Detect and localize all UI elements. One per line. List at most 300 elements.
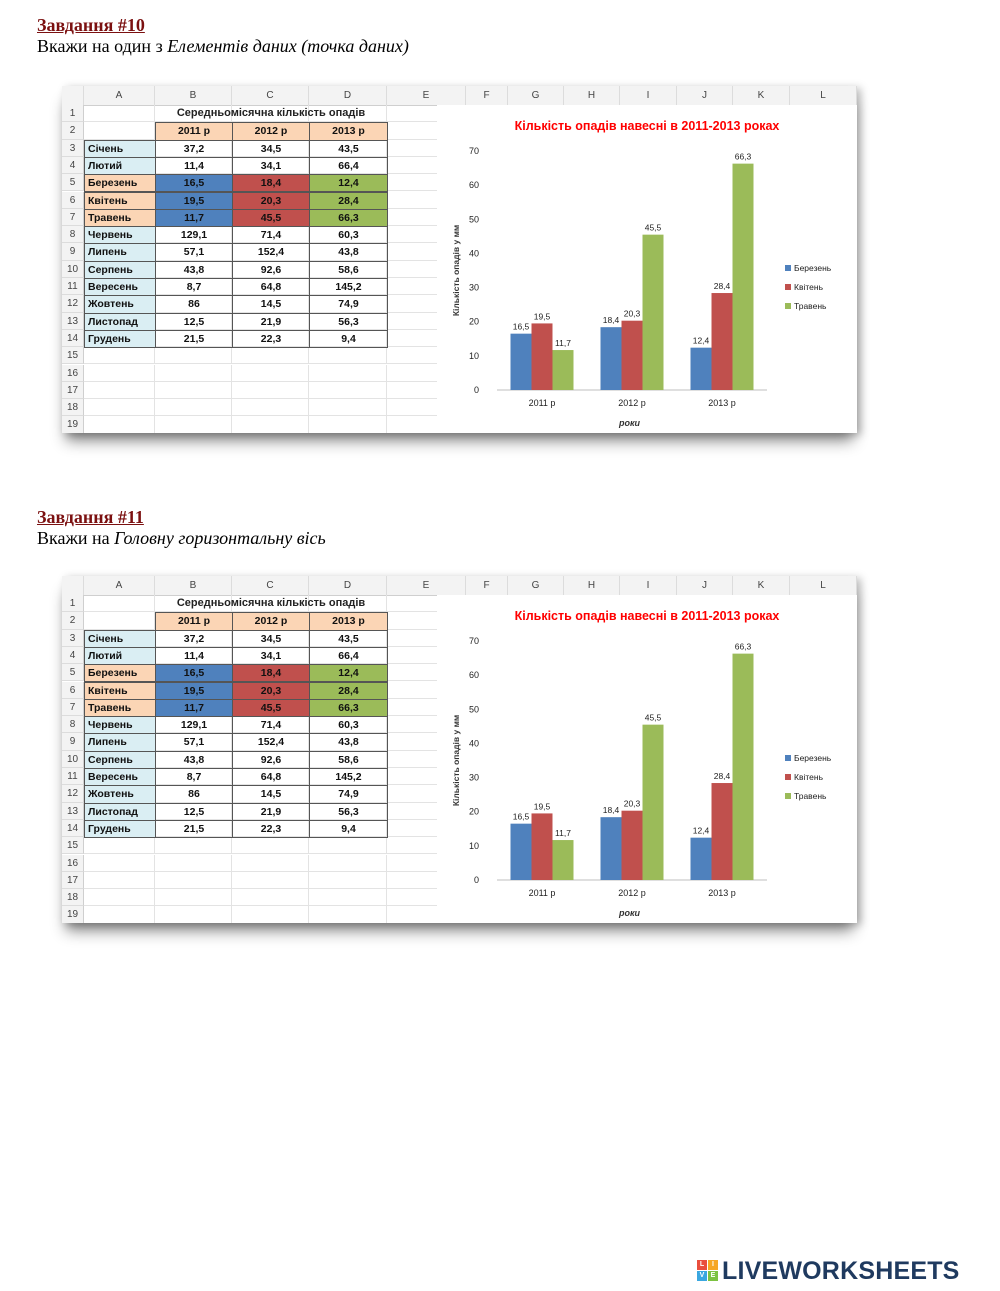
column-header: B: [155, 576, 232, 595]
spreadsheet-screenshot: [62, 576, 857, 923]
y-tick-label: 40: [468, 738, 479, 749]
value-cell: 58,6: [309, 751, 388, 769]
x-tick-label: 2012 р: [618, 888, 646, 898]
month-label: Жовтень: [84, 295, 156, 313]
task-11-header: [37, 507, 326, 549]
data-label: 45,5: [644, 222, 662, 233]
value-cell: 12,4: [309, 174, 388, 192]
row-header: 5: [62, 174, 84, 191]
month-label: Лютий: [84, 157, 156, 175]
row-header: 1: [62, 105, 84, 122]
value-cell: 37,2: [155, 630, 233, 648]
column-header: L: [790, 576, 857, 595]
legend-entry: Травень: [794, 791, 827, 801]
month-label: Липень: [84, 243, 156, 261]
value-cell: 43,8: [155, 261, 233, 279]
year-header: 2012 р: [232, 122, 310, 140]
data-label: 12,4: [692, 335, 710, 346]
grid-cell: [232, 416, 309, 433]
precipitation-chart: [437, 105, 857, 433]
value-cell: 19,5: [155, 682, 233, 700]
value-cell: 43,5: [309, 140, 388, 158]
month-label: Жовтень: [84, 785, 156, 803]
data-label: 66,3: [734, 641, 752, 652]
legend-swatch: [785, 774, 791, 780]
x-axis-label: роки: [618, 418, 641, 428]
value-cell: 22,3: [232, 330, 310, 348]
value-cell: 58,6: [309, 261, 388, 279]
bar-квітень: [712, 783, 733, 880]
month-label: Січень: [84, 630, 156, 648]
x-tick-label: 2013 р: [708, 888, 736, 898]
month-label: Грудень: [84, 820, 156, 838]
value-cell: 71,4: [232, 716, 310, 734]
row-header: 3: [62, 630, 84, 647]
row-header: 1: [62, 595, 84, 612]
data-label: 20,3: [623, 798, 641, 809]
bar-квітень: [622, 321, 643, 390]
value-cell: 28,4: [309, 192, 388, 210]
column-header: K: [733, 86, 790, 105]
row-header: 7: [62, 699, 84, 716]
grid-cell: [232, 365, 309, 382]
task-title: Завдання #11: [37, 507, 144, 527]
value-cell: 43,5: [309, 630, 388, 648]
value-cell: 64,8: [232, 278, 310, 296]
month-label: Травень: [84, 699, 156, 717]
data-label: 20,3: [623, 308, 641, 319]
column-header: L: [790, 86, 857, 105]
grid-cell: [155, 855, 232, 872]
column-header: A: [84, 86, 155, 105]
value-cell: 60,3: [309, 226, 388, 244]
value-cell: 19,5: [155, 192, 233, 210]
spreadsheet-screenshot: [62, 86, 857, 433]
row-header: 11: [62, 278, 84, 295]
grid-cell: [232, 837, 309, 854]
month-label: Червень: [84, 716, 156, 734]
column-header: E: [387, 576, 466, 595]
value-cell: 43,8: [155, 751, 233, 769]
grid-cell: [84, 837, 155, 854]
bar-квітень: [712, 293, 733, 390]
value-cell: 43,8: [309, 733, 388, 751]
column-header: K: [733, 576, 790, 595]
value-cell: 12,5: [155, 313, 233, 331]
x-tick-label: 2011 р: [528, 398, 556, 408]
table-title: Середньомісячна кількість опадів: [176, 107, 366, 119]
grid-cell: [84, 122, 155, 139]
value-cell: 12,4: [309, 664, 388, 682]
column-header: C: [232, 86, 309, 105]
grid-cell: [309, 872, 387, 889]
y-tick-label: 0: [473, 385, 479, 395]
chart-title: Кількість опадів навесні в 2011-2013 роках: [514, 119, 780, 133]
grid-cell: [84, 399, 155, 416]
value-cell: 129,1: [155, 716, 233, 734]
chart-title: Кількість опадів навесні в 2011-2013 роках: [514, 609, 780, 623]
grid-cell: [84, 347, 155, 364]
column-header-bar: [62, 576, 857, 596]
month-label: Вересень: [84, 278, 156, 296]
grid-cell: [84, 382, 155, 399]
chart-area: [437, 595, 857, 923]
row-header: 19: [62, 416, 84, 433]
data-label: 12,4: [692, 825, 710, 836]
month-label: Лютий: [84, 647, 156, 665]
legend-entry: Березень: [794, 263, 832, 273]
value-cell: 28,4: [309, 682, 388, 700]
row-header: 3: [62, 140, 84, 157]
column-header: E: [387, 86, 466, 105]
bar-березень: [511, 824, 532, 880]
chart-area: [437, 105, 857, 433]
value-cell: 9,4: [309, 820, 388, 838]
y-tick-label: 10: [468, 840, 479, 851]
data-label: 11,7: [555, 828, 571, 839]
row-header: 14: [62, 330, 84, 347]
column-header: I: [620, 86, 677, 105]
value-cell: 56,3: [309, 313, 388, 331]
month-label: Квітень: [84, 192, 156, 210]
column-header: F: [466, 86, 508, 105]
value-cell: 16,5: [155, 664, 233, 682]
column-header: B: [155, 86, 232, 105]
logo-text: LIVEWORKSHEETS: [722, 1256, 960, 1285]
grid-cell: [84, 906, 155, 923]
y-tick-label: 30: [468, 282, 479, 293]
y-tick-label: 10: [468, 350, 479, 361]
grid-cell: [232, 889, 309, 906]
bar-травень: [733, 164, 754, 390]
grid-cell: [84, 595, 155, 612]
column-header: H: [564, 86, 620, 105]
value-cell: 86: [155, 785, 233, 803]
column-header: G: [508, 576, 564, 595]
bar-травень: [553, 350, 574, 390]
legend-entry: Квітень: [794, 282, 824, 292]
grid-cell: [84, 889, 155, 906]
row-header: 5: [62, 664, 84, 681]
y-tick-label: 50: [468, 704, 479, 715]
month-label: Березень: [84, 174, 156, 192]
value-cell: 21,5: [155, 820, 233, 838]
row-header: 2: [62, 612, 84, 629]
value-cell: 11,7: [155, 209, 233, 227]
value-cell: 8,7: [155, 278, 233, 296]
value-cell: 74,9: [309, 295, 388, 313]
value-cell: 37,2: [155, 140, 233, 158]
data-label: 66,3: [734, 151, 752, 162]
value-cell: 71,4: [232, 226, 310, 244]
bar-березень: [601, 817, 622, 880]
value-cell: 45,5: [232, 699, 310, 717]
row-header: 10: [62, 261, 84, 278]
month-label: Серпень: [84, 751, 156, 769]
legend-entry: Травень: [794, 301, 827, 311]
bar-квітень: [532, 323, 553, 390]
select-all-corner: [62, 576, 84, 595]
grid-cell: [309, 416, 387, 433]
value-cell: 11,4: [155, 647, 233, 665]
value-cell: 145,2: [309, 278, 388, 296]
select-all-corner: [62, 86, 84, 105]
value-cell: 16,5: [155, 174, 233, 192]
row-header: 12: [62, 785, 84, 802]
liveworksheets-logo: [697, 1256, 960, 1286]
value-cell: 43,8: [309, 243, 388, 261]
column-header: A: [84, 576, 155, 595]
y-tick-label: 60: [468, 670, 479, 681]
column-header: F: [466, 576, 508, 595]
year-header: 2013 р: [309, 612, 388, 630]
value-cell: 34,1: [232, 157, 310, 175]
row-header: 12: [62, 295, 84, 312]
value-cell: 66,3: [309, 699, 388, 717]
value-cell: 18,4: [232, 664, 310, 682]
grid-cell: [84, 365, 155, 382]
value-cell: 64,8: [232, 768, 310, 786]
month-label: Квітень: [84, 682, 156, 700]
row-header: 7: [62, 209, 84, 226]
value-cell: 18,4: [232, 174, 310, 192]
data-label: 45,5: [644, 712, 662, 723]
data-label: 18,4: [602, 315, 620, 326]
value-cell: 57,1: [155, 733, 233, 751]
legend-swatch: [785, 265, 791, 271]
task-instruction: [37, 527, 326, 549]
row-header: 16: [62, 365, 84, 382]
legend-swatch: [785, 284, 791, 290]
value-cell: 57,1: [155, 243, 233, 261]
value-cell: 152,4: [232, 243, 310, 261]
row-header: 18: [62, 399, 84, 416]
bar-травень: [643, 725, 664, 880]
grid-cell: [155, 906, 232, 923]
data-label: 18,4: [602, 805, 620, 816]
x-axis-label: роки: [618, 908, 641, 918]
logo-mark-icon: [697, 1260, 719, 1282]
grid-cell: [309, 382, 387, 399]
y-axis-label: Кількість опадів у мм: [451, 714, 461, 807]
data-label: 19,5: [533, 311, 551, 322]
row-header: 10: [62, 751, 84, 768]
value-cell: 74,9: [309, 785, 388, 803]
row-header: 4: [62, 157, 84, 174]
value-cell: 21,9: [232, 313, 310, 331]
grid-cell: [155, 365, 232, 382]
x-tick-label: 2011 р: [528, 888, 556, 898]
grid-cell: [309, 347, 387, 364]
y-tick-label: 40: [468, 248, 479, 259]
value-cell: 20,3: [232, 682, 310, 700]
column-header: D: [309, 576, 387, 595]
value-cell: 34,5: [232, 630, 310, 648]
bar-березень: [511, 334, 532, 390]
grid-cell: [155, 382, 232, 399]
bar-травень: [553, 840, 574, 880]
value-cell: 22,3: [232, 820, 310, 838]
logo-letter: V: [697, 1271, 707, 1281]
bar-березень: [691, 838, 712, 880]
value-cell: 12,5: [155, 803, 233, 821]
grid-cell: [232, 347, 309, 364]
column-header: G: [508, 86, 564, 105]
instruction-emphasis: Елементів даних (точка даних): [167, 36, 409, 56]
precipitation-chart: [437, 595, 857, 923]
value-cell: 92,6: [232, 751, 310, 769]
logo-letter: E: [708, 1271, 718, 1281]
value-cell: 66,4: [309, 157, 388, 175]
data-label: 11,7: [555, 338, 571, 349]
data-label: 28,4: [713, 771, 731, 782]
value-cell: 66,3: [309, 209, 388, 227]
grid-cell: [84, 872, 155, 889]
grid-cell: [155, 399, 232, 416]
y-tick-label: 60: [468, 180, 479, 191]
row-header: 14: [62, 820, 84, 837]
grid-cell: [84, 416, 155, 433]
grid-cell: [309, 837, 387, 854]
y-tick-label: 70: [468, 146, 479, 156]
value-cell: 14,5: [232, 785, 310, 803]
month-label: Січень: [84, 140, 156, 158]
legend-entry: Квітень: [794, 772, 824, 782]
bar-березень: [601, 327, 622, 390]
grid-cell: [155, 837, 232, 854]
grid-cell: [309, 399, 387, 416]
logo-letter: I: [708, 1260, 718, 1270]
legend-swatch: [785, 755, 791, 761]
logo-letter: L: [697, 1260, 707, 1270]
row-header: 13: [62, 803, 84, 820]
y-tick-label: 30: [468, 772, 479, 783]
year-header: 2013 р: [309, 122, 388, 140]
month-label: Вересень: [84, 768, 156, 786]
grid-cell: [84, 855, 155, 872]
value-cell: 56,3: [309, 803, 388, 821]
row-header: 11: [62, 768, 84, 785]
grid-cell: [155, 889, 232, 906]
value-cell: 145,2: [309, 768, 388, 786]
grid-cell: [309, 906, 387, 923]
month-label: Травень: [84, 209, 156, 227]
row-header: 16: [62, 855, 84, 872]
grid-cell: [309, 855, 387, 872]
row-header: 8: [62, 716, 84, 733]
month-label: Грудень: [84, 330, 156, 348]
task-instruction: [37, 35, 409, 57]
value-cell: 14,5: [232, 295, 310, 313]
row-header: 19: [62, 906, 84, 923]
value-cell: 152,4: [232, 733, 310, 751]
x-tick-label: 2013 р: [708, 398, 736, 408]
value-cell: 34,1: [232, 647, 310, 665]
value-cell: 66,4: [309, 647, 388, 665]
month-label: Липень: [84, 733, 156, 751]
grid-cell: [155, 416, 232, 433]
month-label: Листопад: [84, 803, 156, 821]
table-title: Середньомісячна кількість опадів: [176, 597, 366, 609]
row-header: 17: [62, 382, 84, 399]
row-header: 15: [62, 347, 84, 364]
bar-травень: [733, 654, 754, 880]
value-cell: 9,4: [309, 330, 388, 348]
task-title: Завдання #10: [37, 15, 145, 35]
column-header: I: [620, 576, 677, 595]
legend-swatch: [785, 793, 791, 799]
value-cell: 34,5: [232, 140, 310, 158]
column-header: J: [677, 86, 733, 105]
value-cell: 129,1: [155, 226, 233, 244]
value-cell: 11,4: [155, 157, 233, 175]
x-tick-label: 2012 р: [618, 398, 646, 408]
column-header: C: [232, 576, 309, 595]
y-tick-label: 70: [468, 636, 479, 646]
row-header: 9: [62, 733, 84, 750]
year-header: 2011 р: [155, 122, 233, 140]
data-label: 28,4: [713, 281, 731, 292]
grid-cell: [84, 612, 155, 629]
task-10-header: [37, 15, 409, 57]
value-cell: 45,5: [232, 209, 310, 227]
row-header: 9: [62, 243, 84, 260]
value-cell: 92,6: [232, 261, 310, 279]
y-tick-label: 20: [468, 806, 479, 817]
month-label: Серпень: [84, 261, 156, 279]
value-cell: 60,3: [309, 716, 388, 734]
legend-swatch: [785, 303, 791, 309]
value-cell: 20,3: [232, 192, 310, 210]
row-header: 6: [62, 682, 84, 699]
row-header: 6: [62, 192, 84, 209]
instruction-emphasis: Головну горизонтальну вісь: [114, 528, 326, 548]
grid-cell: [84, 105, 155, 122]
grid-cell: [232, 399, 309, 416]
grid-cell: [155, 347, 232, 364]
y-axis-label: Кількість опадів у мм: [451, 224, 461, 317]
instruction-text: Вкажи на один з: [37, 36, 168, 56]
value-cell: 8,7: [155, 768, 233, 786]
row-header: 13: [62, 313, 84, 330]
month-label: Березень: [84, 664, 156, 682]
year-header: 2012 р: [232, 612, 310, 630]
data-label: 19,5: [533, 801, 551, 812]
month-label: Листопад: [84, 313, 156, 331]
data-label: 16,5: [512, 321, 530, 332]
y-tick-label: 0: [473, 875, 479, 885]
grid-cell: [309, 365, 387, 382]
legend-entry: Березень: [794, 753, 832, 763]
bar-травень: [643, 235, 664, 390]
column-header: J: [677, 576, 733, 595]
row-header: 4: [62, 647, 84, 664]
y-tick-label: 20: [468, 316, 479, 327]
y-tick-label: 50: [468, 214, 479, 225]
value-cell: 86: [155, 295, 233, 313]
value-cell: 11,7: [155, 699, 233, 717]
column-header: H: [564, 576, 620, 595]
grid-cell: [232, 872, 309, 889]
bar-квітень: [532, 813, 553, 880]
grid-cell: [232, 382, 309, 399]
row-header: 8: [62, 226, 84, 243]
column-header-bar: [62, 86, 857, 106]
grid-cell: [232, 855, 309, 872]
bar-березень: [691, 348, 712, 390]
data-label: 16,5: [512, 811, 530, 822]
value-cell: 21,5: [155, 330, 233, 348]
